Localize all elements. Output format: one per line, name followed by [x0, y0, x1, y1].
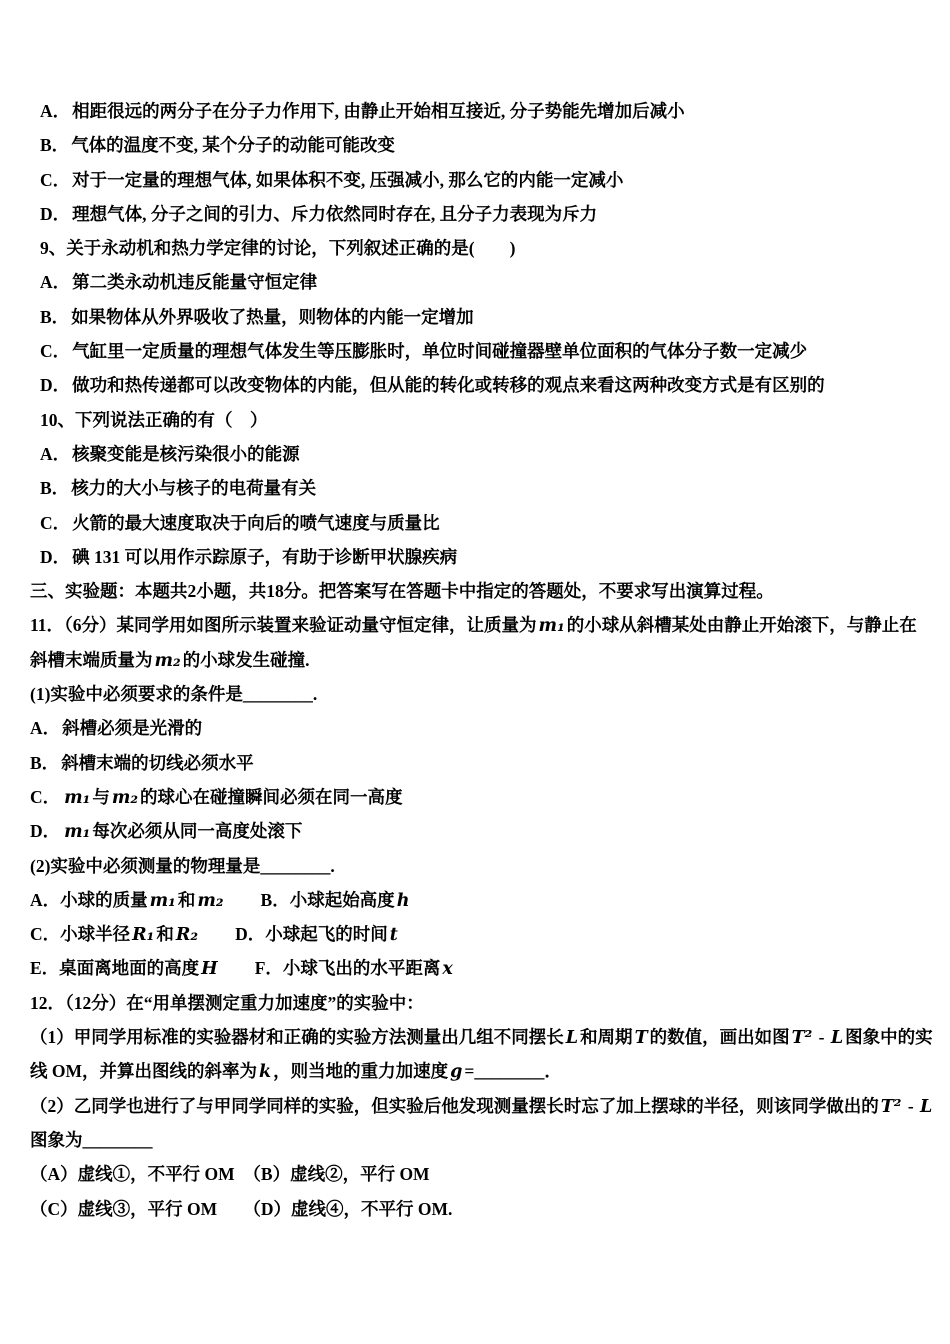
question-8-option-b	[0, 128, 950, 162]
question-9-option-a	[0, 265, 950, 299]
variable-segment: g	[450, 1062, 463, 1083]
question-8-option-d	[0, 197, 950, 231]
text-segment: B．小球起始高度	[225, 889, 395, 910]
option-text	[62, 718, 202, 738]
option-text: 核力的大小与核子的电荷量有关	[71, 478, 317, 499]
question-12-options-row-ab: （A）虚线①，不平行 OM （B）虚线②，平行 OM	[30, 1164, 430, 1185]
option-label: A．	[40, 272, 71, 293]
variable-segment: m₂	[154, 650, 181, 671]
variable-segment: m₁	[64, 822, 91, 843]
question-10	[0, 403, 950, 574]
variable-segment: k	[259, 1062, 272, 1083]
question-10-option-c	[0, 506, 950, 540]
option-text: 相距很远的两分子在分子力作用下, 由静止开始相互接近, 分子势能先增加后减小	[72, 101, 685, 121]
option-label: B．	[30, 752, 60, 773]
text-segment: E．桌面离地面的高度	[30, 958, 200, 979]
text-segment: 线 OM，并算出图线的斜率为	[30, 1061, 258, 1082]
option-label: B．	[40, 135, 70, 156]
text-segment: （1）甲同学用标准的实验器材和正确的实验方法测量出几组不同摆长	[30, 1027, 564, 1048]
option-text: 对于一定量的理想气体, 如果体积不变, 压强减小, 那么它的内能一定减小	[72, 169, 624, 190]
question-9-option-d	[0, 368, 950, 402]
text-segment: 斜槽末端的切线必须水平	[61, 752, 254, 773]
text-segment: C．小球半径	[30, 924, 131, 945]
option-label: A．	[40, 101, 71, 121]
question-10-option-d	[0, 540, 950, 574]
variable-segment: x	[442, 959, 453, 980]
variable-segment: T	[634, 1028, 648, 1049]
experiment-section	[0, 574, 950, 1226]
variable-segment: R₂	[175, 925, 199, 946]
option-text: 气缸里一定质量的理想气体发生等压膨胀时，单位时间碰撞器壁单位面积的气体分子数一定减少	[72, 341, 808, 362]
option-label: D．	[40, 546, 71, 567]
variable-segment: m₂	[197, 890, 224, 911]
question-11-options-row-ef	[0, 951, 950, 985]
text-segment: ，则当地的重力加速度	[273, 1061, 449, 1082]
variable-segment: L	[920, 1096, 933, 1117]
text-segment: 和	[177, 889, 196, 910]
question-9-stem: 9、关于永动机和热力学定律的讨论，下列叙述正确的是( )	[40, 238, 516, 259]
option-text: 如果物体从外界吸收了热量，则物体的内能一定增加	[71, 306, 474, 327]
option-text: 气体的温度不变, 某个分子的动能可能改变	[71, 135, 395, 156]
option-label: D．	[40, 375, 71, 396]
text-segment: F．小球飞出的水平距离	[219, 958, 441, 979]
question-11-options-row-cd	[0, 917, 950, 951]
question-12-part-1-line-1	[0, 1020, 950, 1054]
option-label: B．	[40, 478, 70, 499]
question-12	[0, 986, 950, 1226]
variable-segment: L	[565, 1028, 579, 1049]
question-10-option-a	[0, 437, 950, 471]
question-8-option-a	[0, 94, 950, 128]
option-text: 做功和热传递都可以改变物体的内能，但从能的转化或转移的观点来看这两种改变方式是有区别的	[72, 375, 825, 396]
variable-segment: m₁	[64, 787, 91, 808]
variable-segment: H	[201, 959, 218, 980]
option-label: A．	[30, 718, 61, 739]
option-text	[62, 821, 302, 841]
question-11-option-a	[0, 711, 950, 745]
option-label: D．	[40, 203, 71, 224]
text-segment: D．小球起飞的时间	[200, 924, 388, 945]
question-11	[0, 608, 950, 985]
text-segment: 和	[156, 924, 174, 945]
text-segment: 与	[92, 786, 110, 807]
question-8-options	[0, 94, 950, 231]
option-text: 碘 131 可以用作示踪原子，有助于诊断甲状腺疾病	[72, 546, 458, 567]
variable-segment: T²	[791, 1028, 813, 1049]
text-segment: -	[903, 1095, 919, 1116]
option-label: C．	[30, 786, 61, 807]
variable-segment: h	[396, 890, 410, 911]
option-label: C．	[40, 512, 71, 533]
multiple-choice-section	[0, 94, 950, 574]
text-segment: 和周期	[580, 1027, 633, 1048]
question-11-options-row-ab	[0, 883, 950, 917]
text-segment: 的小球发生碰撞.	[182, 649, 310, 670]
question-11-blank-1: (1)实验中必须要求的条件是________.	[30, 684, 318, 705]
question-12-part-2-line-1	[0, 1089, 950, 1123]
variable-segment: T²	[880, 1096, 902, 1117]
option-label: C．	[40, 341, 71, 362]
question-11-stem-line-1	[0, 608, 950, 642]
question-11-blank-2: (2)实验中必须测量的物理量是________.	[30, 855, 335, 876]
variable-segment: R₁	[132, 925, 155, 946]
text-segment: 斜槽必须是光滑的	[62, 718, 203, 739]
option-label: B．	[40, 306, 70, 327]
text-segment: 斜槽末端质量为	[30, 649, 153, 670]
question-11-option-c	[0, 780, 950, 814]
question-9-option-b	[0, 300, 950, 334]
question-11-option-b	[0, 746, 950, 780]
question-12-part-1-line-2	[0, 1054, 950, 1088]
text-segment: =________．	[464, 1061, 562, 1082]
question-8-option-c	[0, 163, 950, 197]
text-segment: 的小球从斜槽某处由静止开始滚下，与静止在	[566, 615, 917, 636]
variable-segment: m₂	[111, 787, 139, 808]
variable-segment: m₁	[538, 616, 565, 637]
text-segment: 图象中的实	[845, 1027, 933, 1048]
text-segment: -	[814, 1027, 829, 1048]
question-12-part-2-line-2: 图象为________	[30, 1129, 153, 1150]
text-segment: 的球心在碰撞瞬间必须在同一高度	[140, 786, 403, 807]
question-11-stem-line-2	[0, 643, 950, 677]
text-segment: 11．（6分）某同学用如图所示装置来验证动量守恒定律，让质量为	[30, 615, 537, 636]
variable-segment: m₁	[149, 890, 176, 911]
question-9-option-c	[0, 334, 950, 368]
option-text: 火箭的最大速度取决于向后的喷气速度与质量比	[72, 512, 440, 533]
option-text	[61, 753, 254, 773]
variable-segment: t	[389, 925, 398, 946]
question-10-option-b	[0, 471, 950, 505]
variable-segment: L	[830, 1028, 844, 1049]
option-text: 理想气体, 分子之间的引力、斥力依然同时存在, 且分子力表现为斥力	[72, 203, 598, 224]
text-segment: 每次必须从同一高度处滚下	[92, 821, 303, 842]
option-text: 第二类永动机违反能量守恒定律	[72, 272, 318, 293]
option-text	[62, 787, 402, 807]
option-text: 核聚变能是核污染很小的能源	[72, 443, 300, 464]
option-label: D．	[30, 821, 61, 842]
question-11-option-d	[0, 814, 950, 848]
text-segment: 的数值，画出如图	[649, 1027, 790, 1048]
question-9	[0, 231, 950, 402]
question-12-options-row-cd: （C）虚线③，平行 OM （D）虚线④，不平行 OM.	[30, 1198, 453, 1219]
section-3-heading: 三、实验题：本题共2小题，共18分。把答案写在答题卡中指定的答题处，不要求写出演算过程。	[30, 581, 774, 602]
text-segment: （2）乙同学也进行了与甲同学同样的实验，但实验后他发现测量摆长时忘了加上摆球的半径，则该同学做出的	[30, 1095, 879, 1116]
question-10-stem: 10、下列说法正确的有（ ）	[40, 409, 268, 430]
question-12-stem: 12．（12分）在“用单摆测定重力加速度”的实验中：	[30, 992, 424, 1013]
text-segment: A．小球的质量	[30, 889, 148, 910]
option-label: C．	[40, 169, 71, 190]
option-label: A．	[40, 443, 71, 464]
